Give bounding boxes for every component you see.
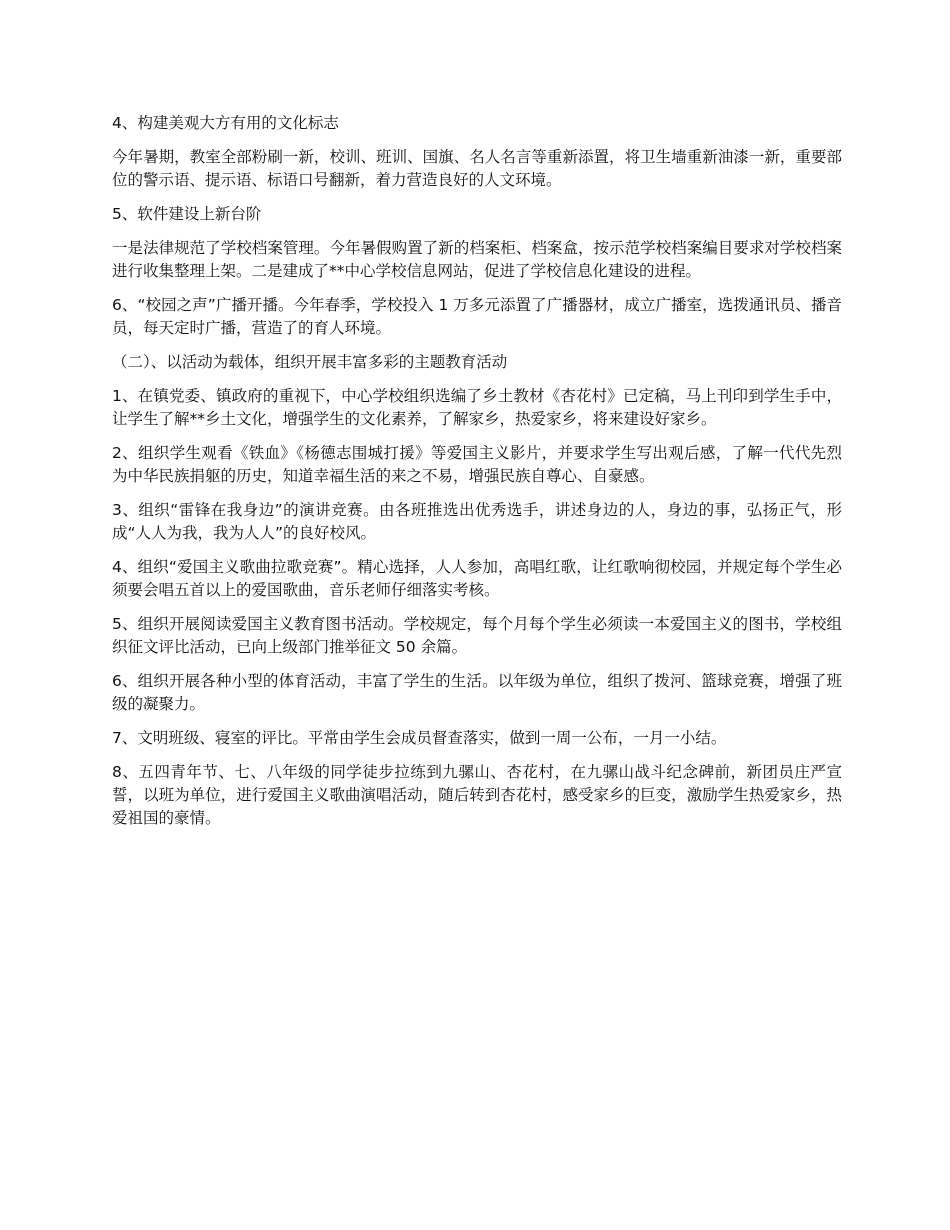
list-item-reading-activity: 5、组织开展阅读爱国主义教育图书活动。学校规定，每个月每个学生必须读一本爱国主义的图书，学校组织征文评比活动，已向上级部门推举征文 50 余篇。: [112, 615, 842, 656]
paragraph-archive-management: 一是法律规范了学校档案管理。今年暑假购置了新的档案柜、档案盒，按示范学校档案编目要求对学校档案进行收集整理上架。二是建成了**中心学校信息网站，促进了学校信息化建设的进程。: [112, 239, 842, 280]
paragraph-classroom-renovation: 今年暑期，教室全部粉刷一新，校训、班训、国旗、名人名言等重新添置，将卫生墙重新油漆一新，重要部位的警示语、提示语、标语口号翻新，着力营造良好的人文环境。: [112, 148, 842, 189]
heading-themed-activities: （二）、以活动为载体，组织开展丰富多彩的主题教育活动: [112, 353, 508, 371]
heading-software-construction: 5、软件建设上新台阶: [112, 205, 262, 223]
paragraph-campus-radio: 6、“校园之声”广播开播。今年春季，学校投入 1 万多元添置了广播器材，成立广播室，选拨通讯员、播音员，每天定时广播，营造了的育人环境。: [112, 296, 842, 337]
list-item-class-evaluation: 7、文明班级、寝室的评比。平常由学生会成员督查落实，做到一周一公布，一月一小结。: [112, 729, 727, 747]
list-item-speech-contest: 3、组织“雷锋在我身边”的演讲竞赛。由各班推选出优秀选手，讲述身边的人，身边的事，弘扬正气，形成“人人为我，我为人人”的良好校风。: [112, 501, 842, 542]
list-item-song-contest: 4、组织“爱国主义歌曲拉歌竞赛”。精心选择，人人参加，高唱红歌，让红歌响彻校园，并规定每个学生必须要会唱五首以上的爱国歌曲，音乐老师仔细落实考核。: [112, 558, 842, 599]
heading-cultural-signs: 4、构建美观大方有用的文化标志: [112, 114, 339, 132]
document-body: [112, 112, 842, 841]
list-item-youth-day-march: 8、五四青年节、七、八年级的同学徒步拉练到九骡山、杏花村，在九骡山战斗纪念碑前，新团员庄严宣誓，以班为单位，进行爱国主义歌曲演唱活动，随后转到杏花村，感受家乡的巨变，激励学生热爱家乡，热爱祖国的豪情。: [112, 763, 842, 827]
list-item-sports-activities: 6、组织开展各种小型的体育活动，丰富了学生的生活。以年级为单位，组织了拨河、篮球竞赛，增强了班级的凝聚力。: [112, 672, 842, 713]
list-item-local-textbook: 1、在镇党委、镇政府的重视下，中心学校组织选编了乡土教材《杏花村》已定稿，马上刊印到学生手中，让学生了解**乡土文化，增强学生的文化素养，了解家乡，热爱家乡，将来建设好家乡。: [112, 387, 842, 428]
list-item-patriotic-films: 2、组织学生观看《铁血》《杨德志围城打援》等爱国主义影片，并要求学生写出观后感，了解一代代先烈为中华民族捐躯的历史，知道幸福生活的来之不易，增强民族自尊心、自豪感。: [112, 444, 842, 485]
